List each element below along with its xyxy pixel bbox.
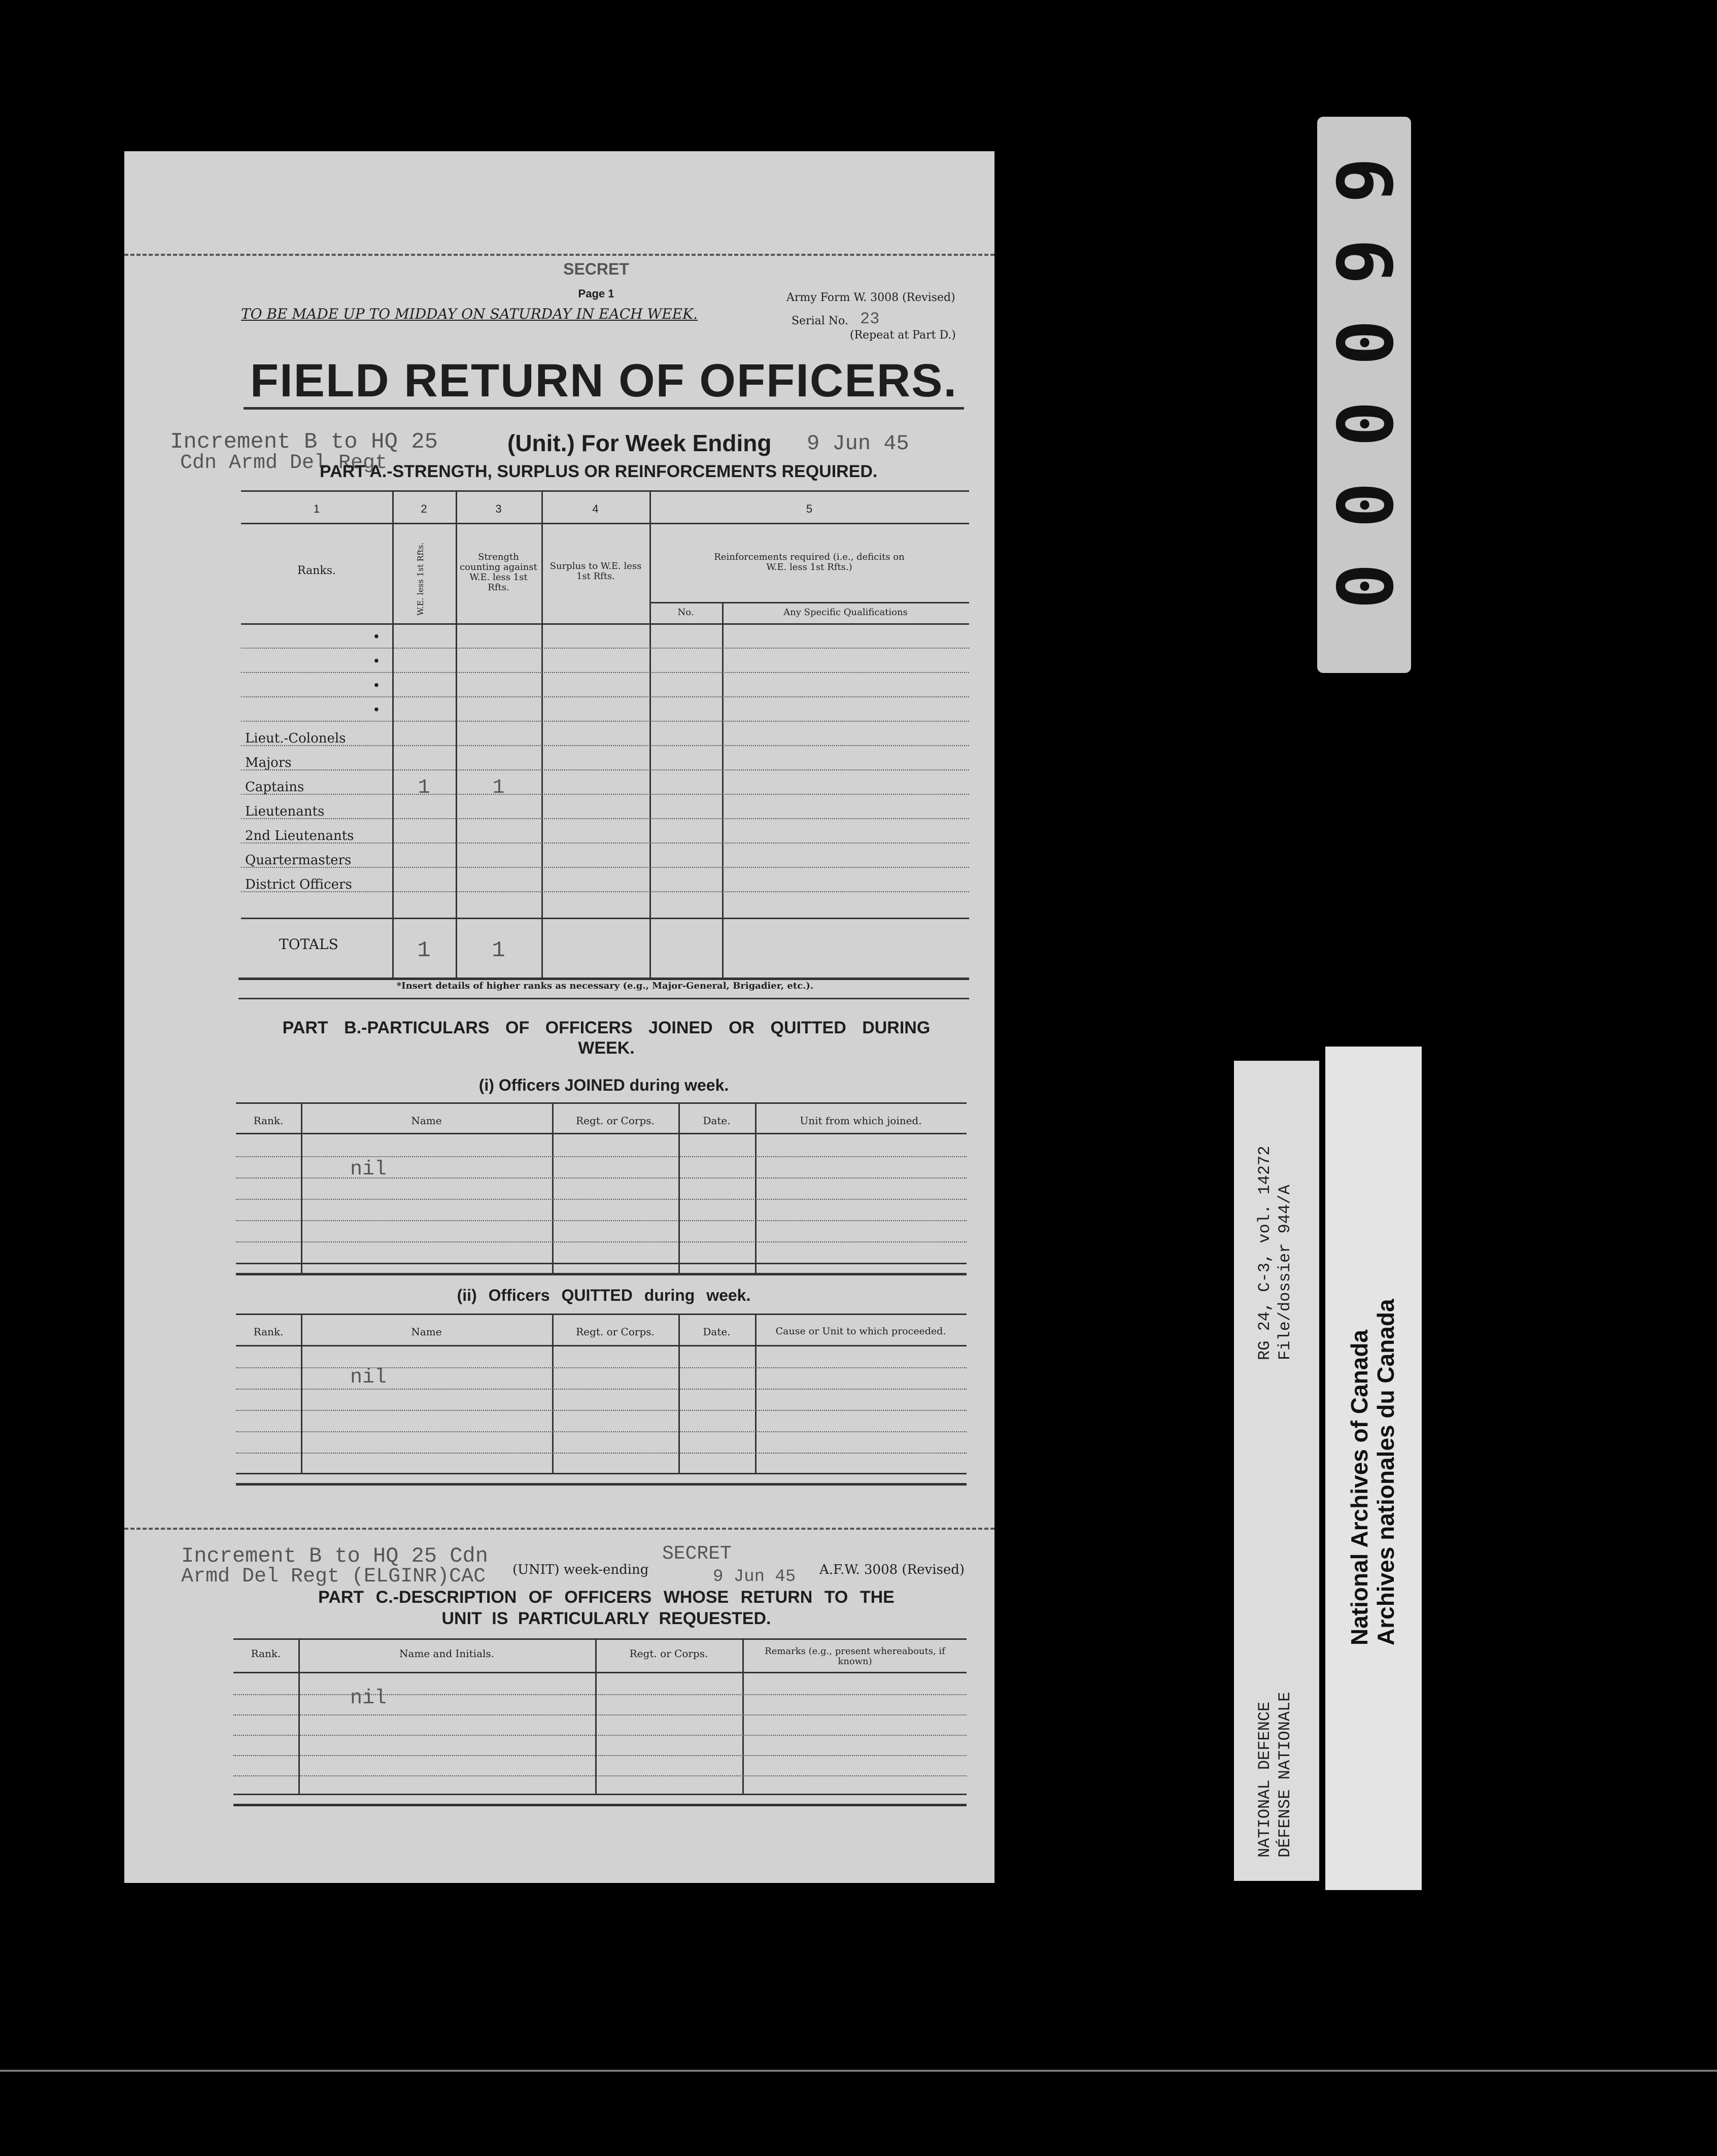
- col-header-ranks: Ranks.: [297, 564, 336, 577]
- col-number-4: 4: [592, 502, 599, 515]
- part-b-title-line-2: WEEK.: [578, 1038, 635, 1058]
- col-number-3: 3: [495, 502, 502, 515]
- part-c-col-regt: Regt. or Corps.: [629, 1647, 708, 1660]
- unit-name-line-2: Cdn Armd Del Regt: [180, 452, 388, 475]
- quitted-entry: nil: [350, 1366, 387, 1389]
- reel-digit: 6: [1319, 238, 1407, 285]
- archives-name-en: National Archives of Canada: [1346, 1329, 1372, 1645]
- part-c-unit-line-1: Increment B to HQ 25 Cdn: [181, 1544, 488, 1568]
- rank-lieutenants: Lieutenants: [245, 804, 325, 819]
- serial-value: 23: [860, 310, 880, 328]
- department-line-fr: DÉFENSE NATIONALE: [1276, 1692, 1294, 1858]
- col-number-1: 1: [313, 502, 320, 515]
- captains-strength-value: 1: [492, 777, 505, 799]
- joined-entry: nil: [350, 1158, 387, 1181]
- quitted-title: (ii) Officers QUITTED during week.: [457, 1286, 751, 1304]
- part-b-title-line-1: PART B.-PARTICULARS OF OFFICERS JOINED OR QUITTED DURING: [282, 1018, 931, 1037]
- department-line-en: NATIONAL DEFENCE: [1255, 1701, 1274, 1858]
- army-form-number: Army Form W. 3008 (Revised): [786, 291, 955, 304]
- part-c-col-remarks: Remarks (e.g., present whereabouts, if known): [765, 1646, 945, 1667]
- part-c-col-rank: Rank.: [251, 1647, 281, 1660]
- archive-reference-label: [1234, 1061, 1319, 1881]
- reel-number-strip: [1317, 117, 1411, 673]
- totals-strength-value: 1: [492, 938, 505, 963]
- part-c-secret-stamp: SECRET: [662, 1543, 732, 1565]
- quitted-col-regt: Regt. or Corps.: [576, 1326, 655, 1338]
- part-c-title-line-1: PART C.-DESCRIPTION OF OFFICERS WHOSE RETURN TO THE: [318, 1588, 895, 1607]
- col-number-5: 5: [806, 502, 813, 515]
- part-c-form-number: A.F.W. 3008 (Revised): [819, 1562, 965, 1577]
- col-header-surplus: Surplus to W.E. less 1st Rfts.: [550, 561, 642, 582]
- col-header-reinforcements: Reinforcements required (i.e., deficits on W.E. less 1st Rfts.): [714, 552, 905, 572]
- part-c-week-ending: 9 Jun 45: [713, 1567, 796, 1587]
- rank-quartermasters: Quartermasters: [245, 853, 352, 868]
- archive-ref-line-2: File/dossier 944/A: [1276, 1185, 1294, 1360]
- rank-2nd-lieutenants: 2nd Lieutenants: [245, 828, 354, 844]
- form-title: FIELD RETURN OF OFFICERS.: [250, 355, 958, 407]
- scan-border-line: [0, 2070, 1717, 2072]
- archive-ref-line-1: RG 24, C-3, vol. 14272: [1255, 1146, 1274, 1360]
- part-c-title-line-2: UNIT IS PARTICULARLY REQUESTED.: [441, 1609, 771, 1628]
- unit-for-week-ending-label: (Unit.) For Week Ending: [507, 430, 772, 456]
- quitted-col-cause: Cause or Unit to which proceeded.: [775, 1326, 946, 1337]
- col-header-qualifications: Any Specific Qualifications: [783, 607, 908, 618]
- joined-col-date: Date.: [703, 1115, 731, 1127]
- reel-digit: 6: [1319, 157, 1407, 204]
- col-header-no: No.: [677, 607, 694, 618]
- part-a-title: PART A.-STRENGTH, SURPLUS OR REINFORCEMENTS REQUIRED.: [320, 462, 878, 481]
- reel-digit: 0: [1319, 319, 1407, 366]
- rank-majors: Majors: [245, 755, 292, 770]
- unit-name-line-1: Increment B to HQ 25: [170, 429, 438, 455]
- col-header-we: W.E. less 1st Rfts.: [416, 542, 425, 616]
- joined-col-name: Name: [411, 1115, 442, 1127]
- joined-col-rank: Rank.: [253, 1115, 284, 1127]
- instruction-line: TO BE MADE UP TO MIDDAY ON SATURDAY IN EACH WEEK.: [241, 306, 698, 322]
- archives-name-label: [1325, 1047, 1422, 1890]
- rank-captains: Captains: [245, 780, 304, 795]
- reel-digit: 0: [1319, 563, 1407, 610]
- rank-district-officers: District Officers: [245, 877, 352, 892]
- rank-lieut-colonels: Lieut.-Colonels: [245, 731, 346, 746]
- quitted-col-date: Date.: [703, 1326, 731, 1338]
- quitted-col-rank: Rank.: [253, 1326, 284, 1338]
- archives-name-fr: Archives nationales du Canada: [1372, 1299, 1399, 1645]
- part-c-entry: nil: [350, 1687, 387, 1710]
- col-header-strength: Strength counting against W.E. less 1st Rfts.: [460, 552, 537, 593]
- part-c-col-name: Name and Initials.: [399, 1647, 495, 1660]
- joined-title: (i) Officers JOINED during week.: [478, 1076, 729, 1094]
- serial-note: (Repeat at Part D.): [850, 329, 956, 342]
- part-c-unit-label: (UNIT) week-ending: [512, 1562, 649, 1577]
- part-c-unit-line-2: Armd Del Regt (ELGINR)CAC: [181, 1565, 486, 1588]
- serial-label: Serial No.: [792, 315, 848, 327]
- quitted-col-name: Name: [411, 1326, 442, 1338]
- joined-col-regt: Regt. or Corps.: [576, 1115, 655, 1127]
- joined-col-unit: Unit from which joined.: [800, 1115, 922, 1127]
- form-page: SECRET Page 1 TO BE MADE UP TO MIDDAY ON SATURDAY IN EACH WEEK. Army Form W. 3008 (Revised) Serial No. 23 (Repeat at Part D.) FIELD RETURN OF OFFICERS. Increment B to HQ 25 Cdn Armd Del Regt (Unit.) For Week Ending 9 Jun 45 PART A.-STRENGTH, SURPLUS OR REINFORCEMENTS REQUIRED. 1 2 3 4 5 Ranks. W.E. less 1st Rfts. Strength counting against W.E. less 1st Rfts. Surplus to W.E. less 1st Rfts. Reinforcements required (i.e., deficits on W.E. less 1st Rfts.) No. Any Specific Qualifications • • • • Lieut.-Colonels Majors Captains Lieutenants 2nd Lieutenants Quartermasters District Officers 1 1 TOTALS 1 1 *Insert details of higher ranks as necessary (e.g., Major-General, Brigadier, etc.). PART B.-PARTICULARS OF OFFICERS JOINED OR QUITTED DURING WEEK. (i) Officers JOINED during week. Rank. Name Regt. or Corps. Date. Unit from which joined. nil (ii) Officers QUITTED during week. Rank. Name Regt. or Corps. Date. Cause or Unit to which proceeded. nil Increment B to HQ 25 Cdn Armd Del Regt (ELGINR)CAC (UNIT) week-ending SECRET 9 Jun 45 A.F.W. 3008 (Revised) PART C.-DESCRIPTION OF OFFICERS WHOSE RETURN TO THE UNIT IS PARTICULARLY REQUESTED. Rank. Name and Initials. Regt. or Corps. Remarks (e.g., present whereabouts, if known) nil: [124, 151, 994, 1883]
- reel-digit: 0: [1319, 482, 1407, 528]
- page-number: Page 1: [578, 287, 614, 300]
- tear-line-bottom: [124, 1528, 994, 1530]
- title-underline: [244, 407, 964, 410]
- part-a-footnote: *Insert details of higher ranks as necessary (e.g., Major-General, Brigadier, etc.).: [396, 981, 814, 991]
- week-ending-value: 9 Jun 45: [807, 431, 909, 456]
- totals-we-value: 1: [417, 938, 431, 963]
- captains-we-value: 1: [418, 777, 430, 799]
- tear-line-top: [124, 254, 994, 256]
- secret-stamp: SECRET: [563, 260, 629, 278]
- reel-digit: 0: [1319, 400, 1407, 447]
- totals-label: TOTALS: [279, 936, 338, 953]
- col-number-2: 2: [421, 502, 427, 515]
